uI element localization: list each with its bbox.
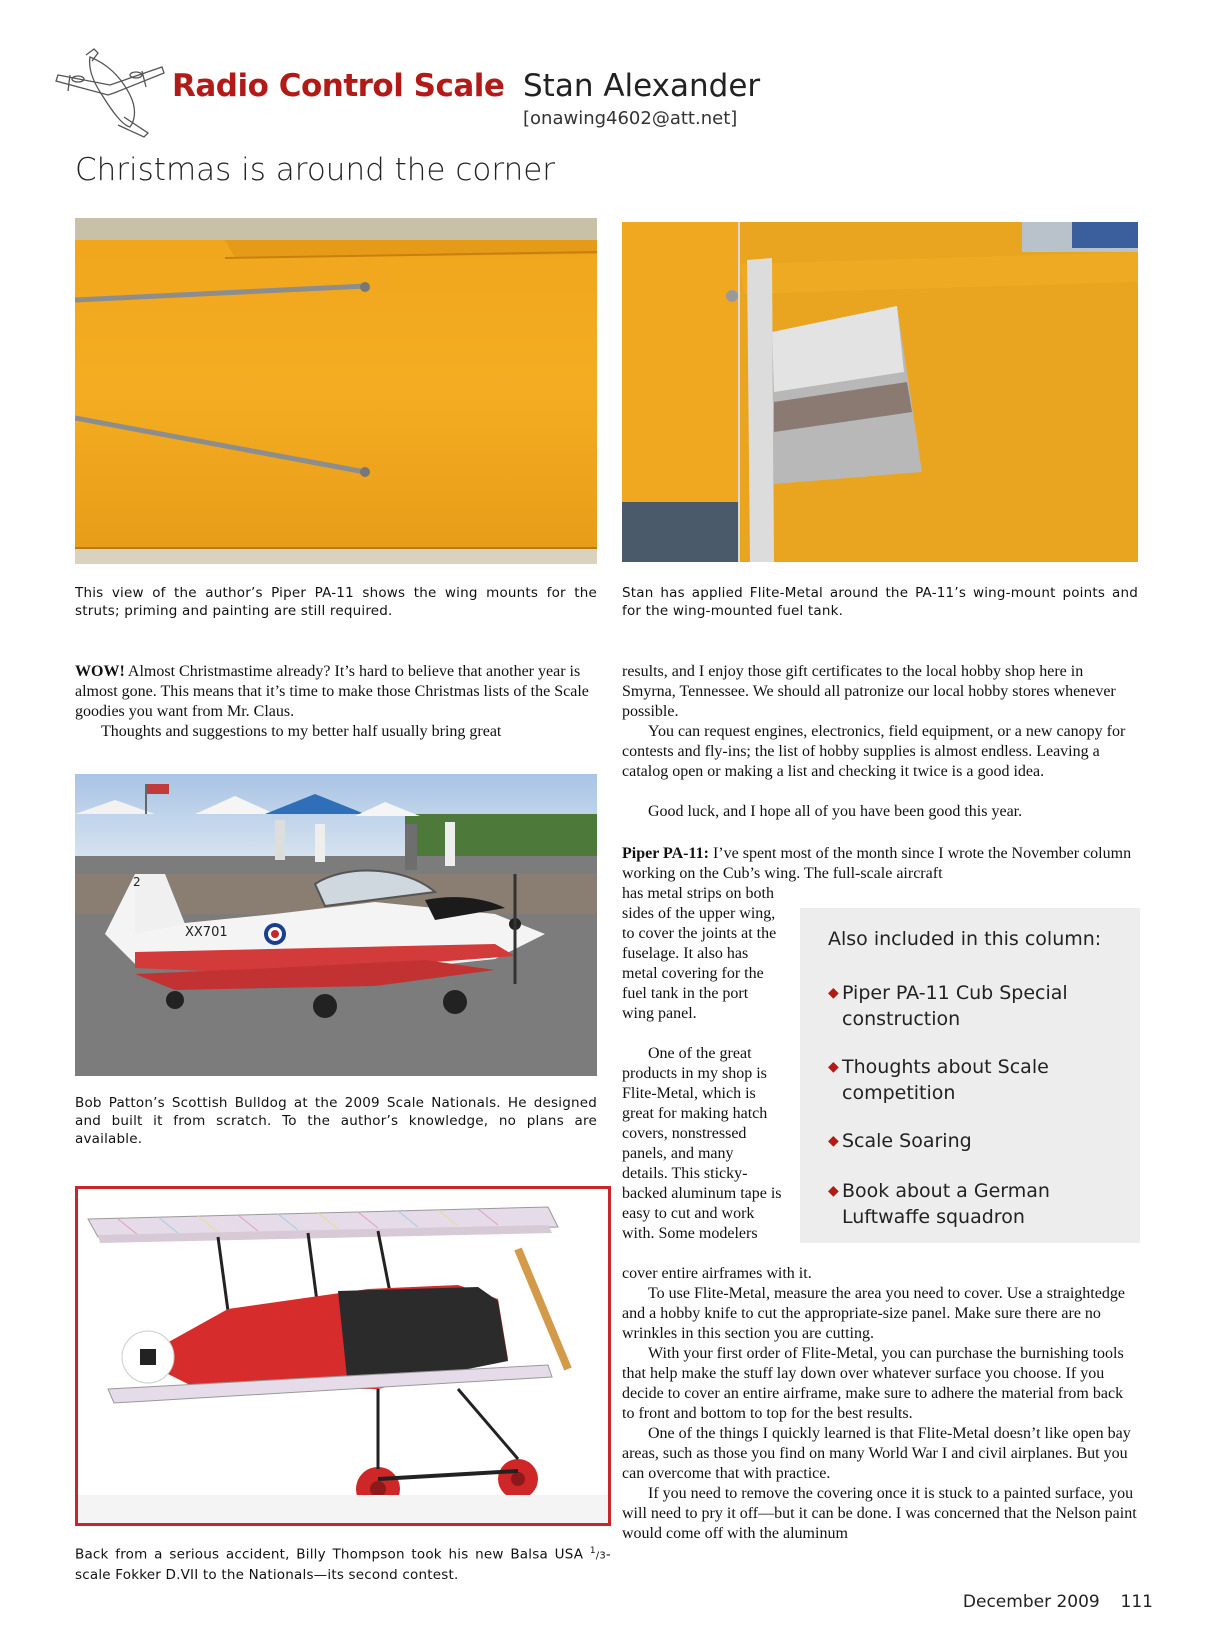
sidebar-item-label: Scale Soaring [842, 1130, 972, 1152]
caption-flite-metal: Stan has applied Flite-Metal around the PA-11’s wing-mount points and for the wing-mounted fuel tank. [622, 585, 1138, 619]
airplane-logo-icon [50, 45, 170, 140]
bullet-icon: ◆ [828, 1133, 839, 1149]
body-paragraph-8: To use Flite-Metal, measure the area you need to cover. Use a straightedge and a hobby knife to cut the appropriate-size panel. Make sure there are no wrinkles in this section you are cutting. [622, 1285, 1125, 1342]
author-name: Stan Alexander [523, 68, 761, 104]
photo-fokker-dvii [75, 1186, 611, 1526]
body-text-1: Almost Christmastime already? It’s hard to believe that another year is almost gone. This means that it’s time to make those Christmas lists of the Scale goodies you want from Mr. Claus. [75, 663, 589, 720]
body-paragraph-6b: has metal strips on both sides of the upper wing, to cover the joints at the fuselage. It also has metal covering for the fuel tank in the port wing panel. [622, 885, 777, 1022]
body-paragraph-4: You can request engines, electronics, field equipment, or a new canopy for contests and fly-ins; the list of hobby supplies is almost endless. Leaving a catalog open or making a list and checking it twice is a good idea. [622, 723, 1126, 780]
author-email: [onawing4602@att.net] [523, 108, 738, 129]
lead-wow: WOW! [75, 663, 125, 680]
caption-fokker: Back from a serious accident, Billy Thompson took his new Balsa USA $^1$/3-scale Fokker D.VII to the Nationals—its second contest. [75, 1546, 611, 1583]
body-paragraph-3: results, and I enjoy those gift certificates to the local hobby shop here in Smyrna, Tennessee. We should all patronize our local hobby stores whenever possible. [622, 663, 1116, 720]
caption-wing-struts: This view of the author’s Piper PA-11 shows the wing mounts for the struts; priming and painting are still required. [75, 585, 597, 619]
sidebar-item [828, 1178, 1128, 1234]
bullet-icon: ◆ [828, 1183, 839, 1199]
bullet-icon: ◆ [828, 1059, 839, 1075]
bullet-icon: ◆ [828, 985, 839, 1001]
body-paragraph-1 [75, 662, 597, 722]
article-headline: Christmas is around the corner [75, 152, 556, 188]
body-text-6a: I’ve spent most of the month since I wrote the November column working on the Cub’s wing. The full-scale aircraft [622, 845, 1132, 882]
page-number: 111 [1120, 1592, 1153, 1612]
lead-piper: Piper PA-11: [622, 845, 709, 862]
sidebar-item [828, 1128, 1128, 1158]
caption-fokker-pre: Back from a serious accident, Billy Thompson took his new Balsa USA [75, 1546, 590, 1563]
sidebar-item-label: Piper PA-11 Cub Special construction [842, 982, 1068, 1030]
issue-date: December 2009 [962, 1592, 1100, 1612]
body-paragraph-10: One of the things I quickly learned is that Flite-Metal doesn’t like open bay areas, such as those you find on many World War I and civil airplanes. But you can overcome that with practice. [622, 1425, 1131, 1482]
body-paragraph-7: One of the great products in my shop is Flite-Metal, which is great for making hatch covers, nonstressed panels, and many details. This sticky-backed aluminum tape is easy to cut and work with. Some modelers [622, 1045, 782, 1242]
sidebar-item [828, 980, 1128, 1036]
page-footer [963, 1592, 1153, 1612]
bulldog-tail-number: 2 [133, 875, 141, 889]
caption-fokker-post: -scale Fokker D.VII to the Nationals—its second contest. [75, 1546, 611, 1583]
sidebar-item-label: Book about a German Luftwaffe squadron [842, 1180, 1050, 1228]
body-paragraph-7-end: cover entire airframes with it. [622, 1265, 812, 1282]
section-title: Radio Control Scale [172, 68, 505, 104]
sidebar-title: Also included in this column: [828, 928, 1102, 950]
caption-fokker-fraction-den: 3 [599, 1550, 606, 1562]
body-paragraph-5: Good luck, and I hope all of you have been good this year. [648, 803, 1023, 820]
caption-bulldog: Bob Patton’s Scottish Bulldog at the 2009 Scale Nationals. He designed and built it from scratch. To the author’s knowledge, no plans are available. [75, 1095, 597, 1147]
sidebar-item [828, 1054, 1128, 1110]
photo-wing-struts [75, 218, 597, 564]
caption-fokker-fraction-num: 1 [589, 1546, 596, 1556]
sidebar-box [800, 908, 1140, 1243]
photo-scottish-bulldog [75, 774, 597, 1076]
sidebar-item-label: Thoughts about Scale competition [842, 1056, 1049, 1104]
body-paragraph-11: If you need to remove the covering once it is stuck to a painted surface, you will need to pry it off—but it can be done. I was concerned that the Nelson paint would come off with the aluminum [622, 1485, 1137, 1542]
body-paragraph-2: Thoughts and suggestions to my better half usually bring great [101, 723, 502, 740]
bulldog-tail-code: XX701 [185, 925, 228, 940]
body-paragraph-9: With your first order of Flite-Metal, you can purchase the burnishing tools that help make the stuff lay down over whatever surface you choose. If you decide to cover an entire airframe, make sure to adhere the material from back to front and bottom to top for the best results. [622, 1345, 1124, 1422]
photo-flite-metal [622, 222, 1138, 562]
body-paragraph-6a [622, 844, 1138, 884]
